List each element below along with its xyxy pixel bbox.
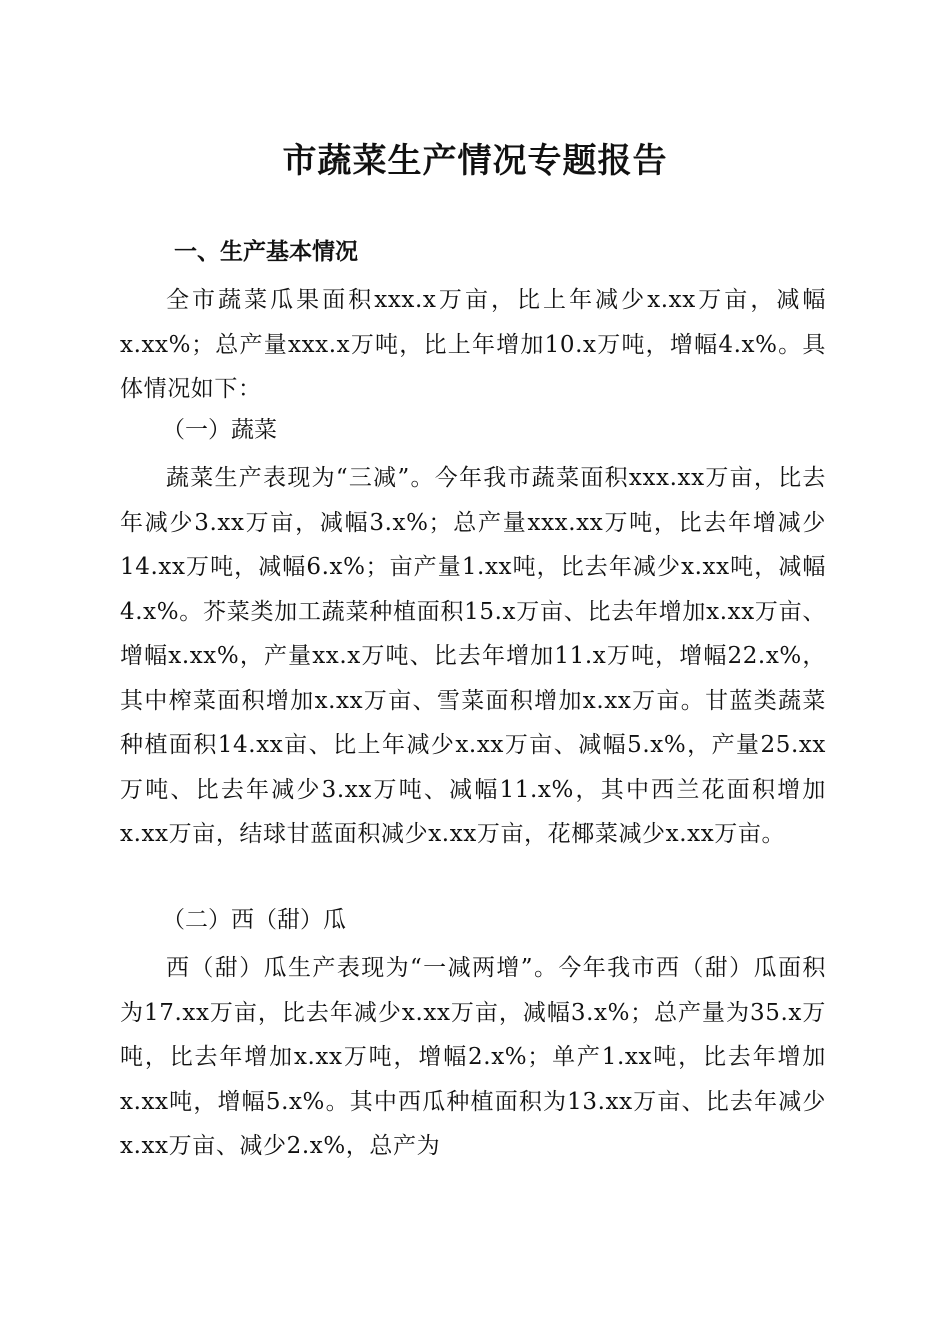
section-heading-basic-situation: 一、生产基本情况 [174,239,358,265]
subsection-heading-vegetables: （一）蔬菜 [162,417,277,443]
subsection-heading-melons: （二）西（甜）瓜 [162,907,346,933]
paragraph-intro: 全市蔬菜瓜果面积xxx.x万亩，比上年减少x.xx万亩，减幅x.xx%；总产量xxx.x万吨，比上年增加10.x万吨，增幅4.x%。具体情况如下： [120,287,826,402]
page-title: 市蔬菜生产情况专题报告 [282,141,668,181]
paragraph-melons: 西（甜）瓜生产表现为“一减两增”。今年我市西（甜）瓜面积为17.xx万亩，比去年减少x.xx万亩，减幅3.x%；总产量为35.x万吨，比去年增加x.xx万吨，增幅2.x%；单产1.xx吨，比去年增加x.xx吨，增幅5.x%。其中西瓜种植面积为13.xx万亩、比去年减少x.xx万亩、减少2.x%，总产为 [120,955,826,1159]
paragraph-vegetables: 蔬菜生产表现为“三减”。今年我市蔬菜面积xxx.xx万亩，比去年减少3.xx万亩，减幅3.x%；总产量xxx.xx万吨，比去年增减少14.xx万吨，减幅6.x%；亩产量1.xx吨，比去年减少x.xx吨，减幅4.x%。芥菜类加工蔬菜种植面积15.x万亩、比去年增加x.xx万亩、增幅x.xx%，产量xx.x万吨、比去年增加11.x万吨，增幅22.x%，其中榨菜面积增加x.xx万亩、雪菜面积增加x.xx万亩。甘蓝类蔬菜种植面积14.xx亩、比上年减少x.xx万亩、减幅5.x%，产量25.xx万吨、比去年减少3.xx万吨、减幅11.x%，其中西兰花面积增加x.xx万亩，结球甘蓝面积减少x.xx万亩，花椰菜减少x.xx万亩。 [120,465,826,847]
